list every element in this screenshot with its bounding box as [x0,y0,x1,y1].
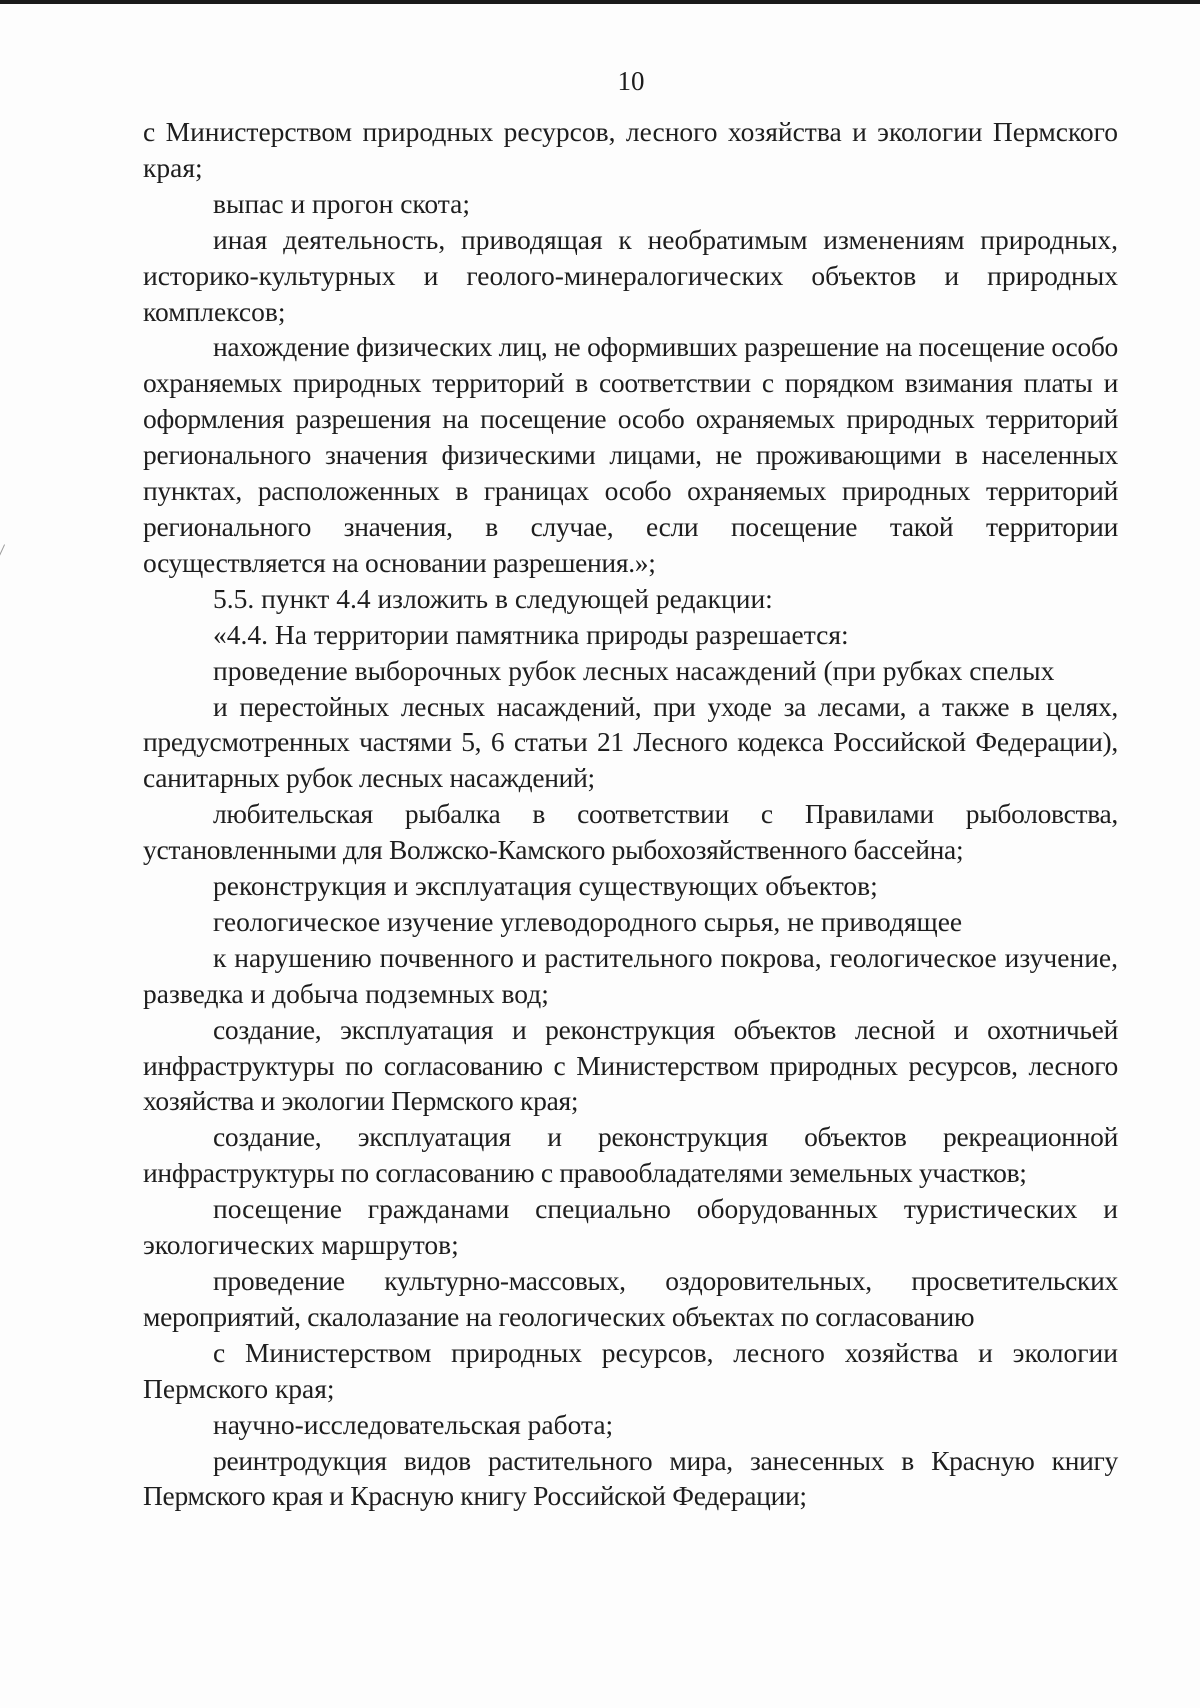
paragraph: геологическое изучение углеводородного сырья, не приводящее [213,905,963,937]
paragraph: реконструкция и эксплуатация существующих объектов; [213,870,878,902]
margin-pencil-mark [0,544,10,563]
paragraph: с Министерством природных ресурсов, лесного хозяйства и экологии Пермского края; [143,1336,1118,1404]
scan-edge-line [0,0,1200,4]
paragraph: выпас и прогон скота; [213,187,470,219]
paragraph: любительская рыбалка в соответствии с Правилами рыболовства, установленными для Волжско-Камского рыбохозяйственного бассейна; [143,798,1118,866]
paragraph: реинтродукция видов растительного мира, занесенных в Красную книгу Пермского края и Красную книгу Российской Федерации; [143,1444,1118,1512]
paragraph: научно-исследовательская работа; [213,1408,614,1440]
paragraph: и перестойных лесных насаждений, при уходе за лесами, а также в целях, предусмотренных частями 5, 6 статьи 21 Лесного кодекса Российской Федерации), санитарных рубок лесных насаждений; [143,690,1118,794]
paragraph: посещение гражданами специально оборудованных туристических и экологических маршрутов; [143,1193,1118,1261]
paragraph: проведение выборочных рубок лесных насаждений (при рубках спелых [213,654,1055,686]
document-body [143,114,1118,1514]
paragraph: к нарушению почвенного и растительного покрова, геологическое изучение, разведка и добыча подземных вод; [143,941,1118,1009]
paragraph: «4.4. На территории памятника природы разрешается: [213,618,849,650]
paragraph: проведение культурно-массовых, оздоровительных, просветительских мероприятий, скалолазание на геологических объектах по согласованию [143,1265,1118,1332]
paragraph: иная деятельность, приводящая к необратимым изменениям природных, историко-культурных и геолого-минералогических объектов и природных комплексов; [143,223,1118,327]
paragraph: нахождение физических лиц, не оформивших разрешение на посещение особо охраняемых природных территорий в соответствии с порядком взимания платы и оформления разрешения на посещение особо охраняемых природных территорий регионального значения физическими лицами, не проживающими в населенных пунктах, расположенных в границах особо охраняемых природных территорий регионального значения, в случае, если посещение такой территории осуществляется на основании разрешения.»; [143,331,1118,578]
paragraph: создание, эксплуатация и реконструкция объектов лесной и охотничьей инфраструктуры по согласованию с Министерством природных ресурсов, лесного хозяйства и экологии Пермского края; [143,1013,1118,1117]
paragraph: с Министерством природных ресурсов, лесного хозяйства и экологии Пермского края; [143,116,1118,183]
paragraph: 5.5. пункт 4.4 изложить в следующей редакции: [213,582,773,614]
paragraph: создание, эксплуатация и реконструкция объектов рекреационной инфраструктуры по согласованию с правообладателями земельных участков; [143,1121,1118,1189]
page-number: 10 [617,66,645,96]
